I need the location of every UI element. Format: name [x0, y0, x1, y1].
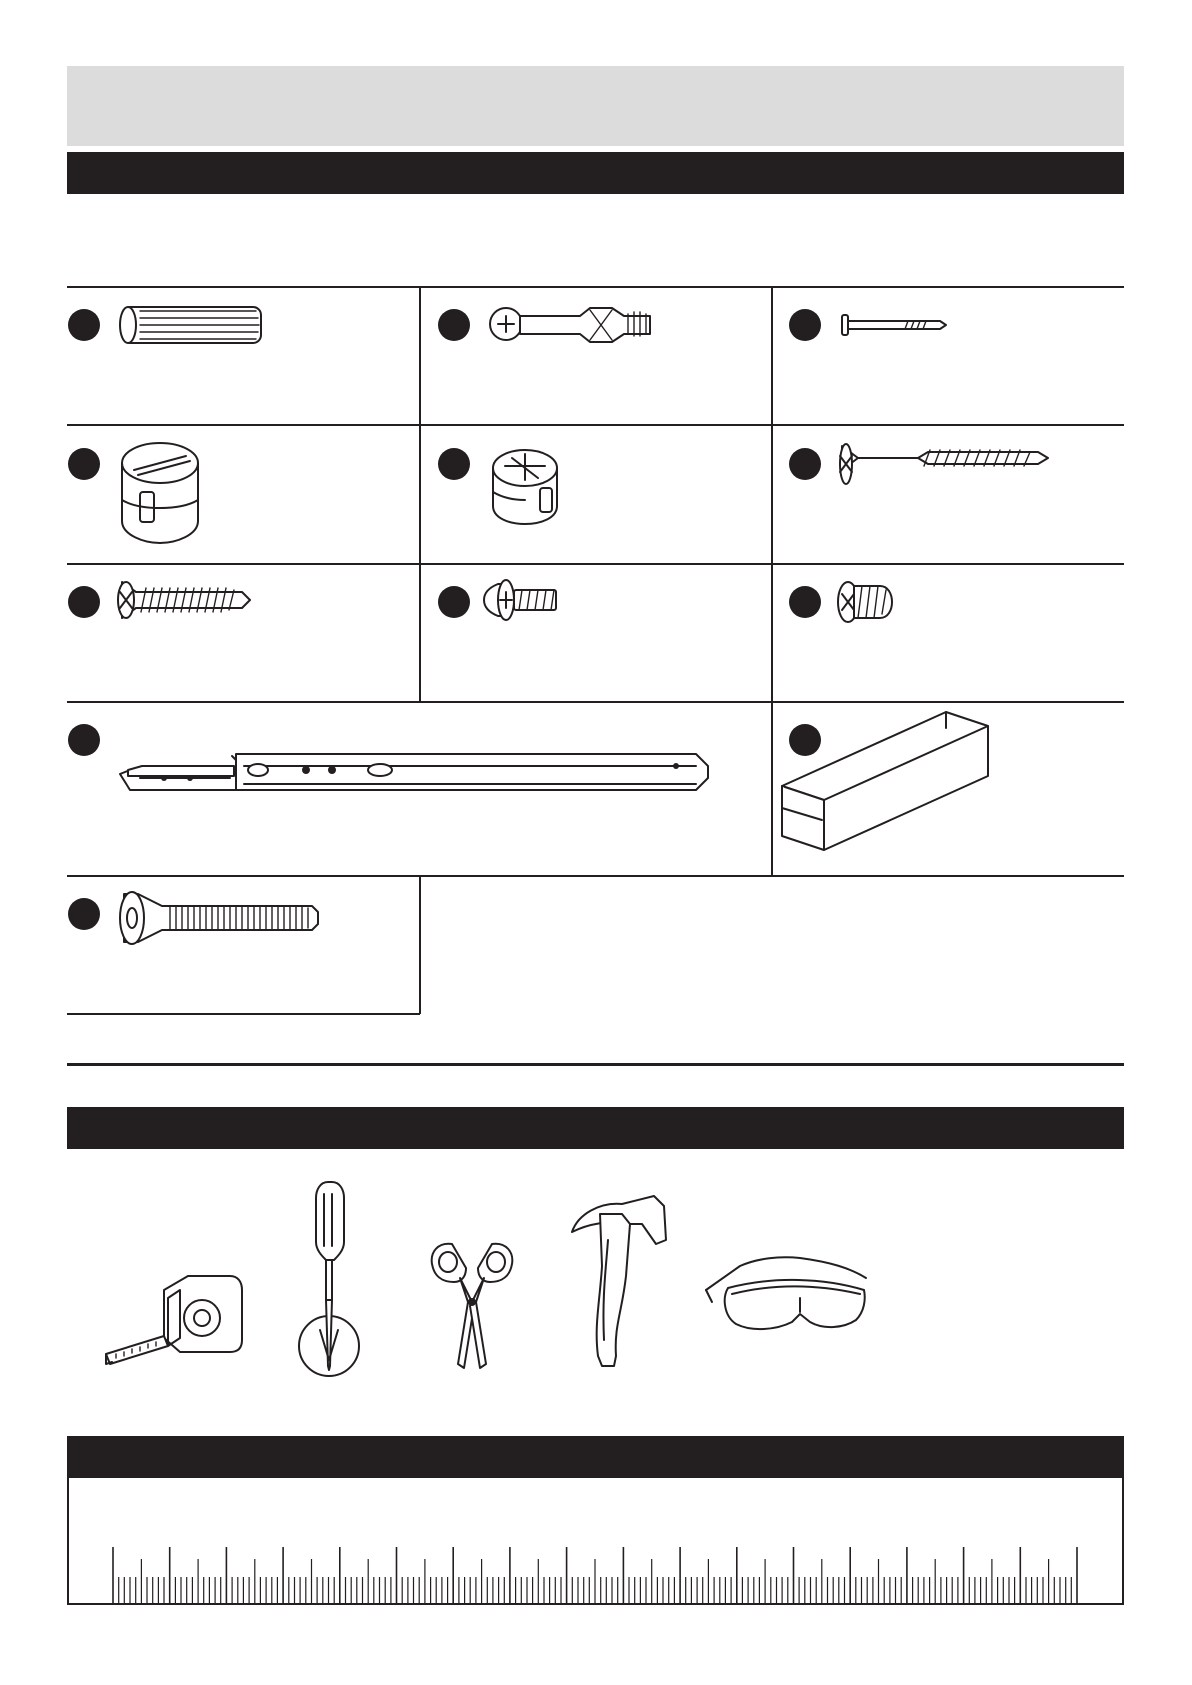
- ruler-ticks: [113, 1547, 1077, 1603]
